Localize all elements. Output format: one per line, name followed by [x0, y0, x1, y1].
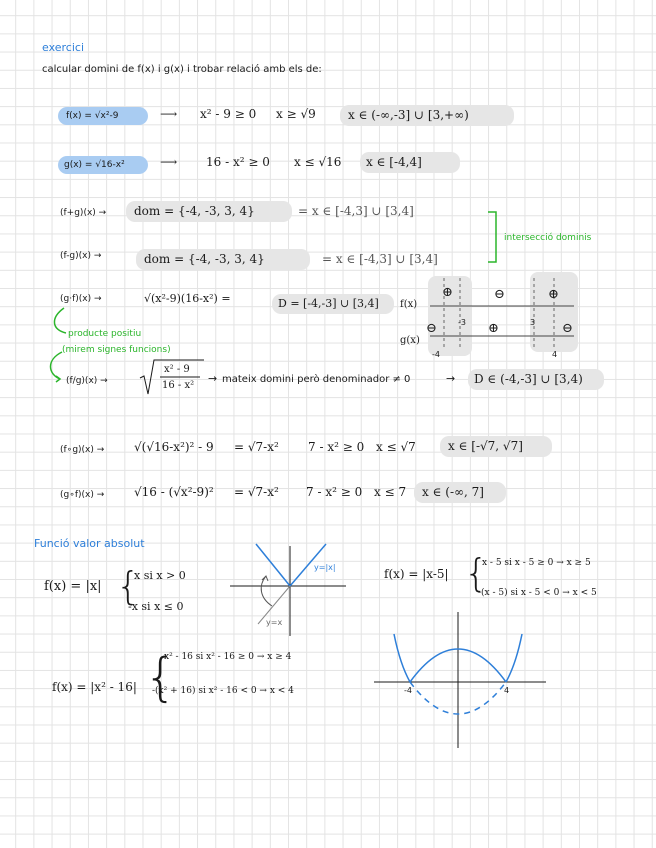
abs-x5-case2: -(x - 5) si x - 5 < 0 → x < 5 — [478, 588, 597, 598]
f-definition: f(x) = √x²-9 — [66, 111, 119, 121]
abs-x-case1: x si x > 0 — [134, 569, 186, 582]
quotient-arrow-2: → — [446, 372, 456, 385]
section-title: exercici — [42, 41, 85, 54]
compose-fg-expr: √(√16-x²)² - 9 — [134, 440, 214, 454]
g-definition: g(x) = √16-x² — [64, 160, 125, 170]
compose-fg-label: (f∘g)(x) → — [60, 445, 105, 455]
abs-x-name: f(x) = |x| — [44, 579, 102, 594]
quotient-text: mateix domini però denominador ≠ 0 — [222, 374, 411, 385]
sign-f-2: ⊖ — [494, 287, 505, 302]
signs-note: (mirem signes funcions) — [62, 345, 171, 355]
f-inequality: x² - 9 ≥ 0 — [200, 107, 257, 121]
tick-4: 4 — [552, 350, 558, 359]
abs-x216-tick-left: -4 — [404, 686, 412, 695]
sum-label: (f+g)(x) → — [60, 208, 107, 218]
compose-gf-eq: = √7-x² — [234, 485, 279, 499]
g-arrow: ⟶ — [160, 155, 178, 169]
f-domain: x ∈ (-∞,-3] ∪ [3,+∞) — [348, 108, 469, 122]
sign-f-3: ⊕ — [548, 287, 559, 302]
diff-dom: dom = {-4, -3, 3, 4} — [144, 252, 265, 266]
intersection-note: intersecció dominis — [504, 233, 592, 243]
abs-section-title: Funció valor absolut — [34, 537, 145, 550]
tick-minus3: -3 — [458, 318, 466, 327]
diff-label: (f-g)(x) → — [60, 251, 102, 261]
sign-f-1: ⊕ — [442, 285, 453, 300]
abs-x-brace: { — [116, 564, 141, 608]
compose-gf-expr: √16 - (√x²-9)² — [134, 485, 214, 499]
abs-x216-case2: -(x² + 16) si x² - 16 < 0 → x < 4 — [152, 686, 294, 696]
product-expr: √(x²-9)(16-x²) = — [144, 292, 231, 305]
abs-x216-tick-right: 4 — [504, 686, 510, 695]
g-inequality: 16 - x² ≥ 0 — [206, 155, 270, 169]
quotient-domain: D ∈ (-4,-3] ∪ [3,4) — [474, 372, 583, 386]
compose-fg-solve: x ≤ √7 — [376, 440, 416, 454]
quotient-label: (f/g)(x) → — [66, 376, 108, 386]
compose-fg-ineq: 7 - x² ≥ 0 — [308, 440, 365, 454]
compose-gf-domain: x ∈ (-∞, 7] — [422, 485, 484, 499]
compose-gf-solve: x ≤ 7 — [374, 485, 407, 499]
tick-minus4: -4 — [432, 350, 440, 359]
g-solve: x ≤ √16 — [294, 155, 342, 169]
sum-dom: dom = {-4, -3, 3, 4} — [134, 204, 255, 218]
abs-x5-brace: { — [464, 551, 489, 595]
sign-g-2: ⊕ — [488, 321, 499, 336]
diff-result: = x ∈ [-4,3] ∪ [3,4] — [322, 252, 438, 266]
abs-x-graph-label-neg: y=x — [266, 618, 283, 627]
compose-fg-domain: x ∈ [-√7, √7] — [448, 439, 523, 453]
abs-x5-case1: x - 5 si x - 5 ≥ 0 → x ≥ 5 — [482, 558, 591, 568]
sign-chart-g-label: g(x) — [400, 335, 420, 346]
sum-result: = x ∈ [-4,3] ∪ [3,4] — [298, 204, 414, 218]
quotient-arrow: → — [208, 372, 218, 385]
sign-g-3: ⊖ — [562, 321, 573, 336]
f-arrow: ⟶ — [160, 107, 178, 121]
sign-g-1: ⊖ — [426, 321, 437, 336]
abs-x216-name: f(x) = |x² - 16| — [52, 680, 137, 694]
abs-x5-name: f(x) = |x-5| — [384, 567, 449, 581]
compose-gf-ineq: 7 - x² ≥ 0 — [306, 485, 363, 499]
abs-x216-case1: x² - 16 si x² - 16 ≥ 0 → x ≥ 4 — [164, 652, 292, 662]
tick-3: 3 — [530, 318, 536, 327]
compose-gf-label: (g∘f)(x) → — [60, 490, 105, 500]
abs-x216-brace: { — [144, 648, 178, 708]
g-domain: x ∈ [-4,4] — [366, 155, 422, 169]
sign-chart-f-label: f(x) — [400, 299, 418, 310]
compose-fg-eq: = √7-x² — [234, 440, 279, 454]
f-solve: x ≥ √9 — [276, 107, 316, 121]
product-note: producte positiu — [68, 329, 142, 339]
abs-x-graph-label-pos: y=|x| — [314, 563, 336, 572]
abs-x-case2: -x si x ≤ 0 — [128, 600, 184, 613]
quotient-denominator: 16 - x² — [162, 380, 195, 391]
product-domain: D = [-4,-3] ∪ [3,4] — [278, 297, 379, 310]
product-label: (g·f)(x) → — [60, 294, 102, 304]
quotient-numerator: x² - 9 — [164, 364, 190, 375]
instruction-text: calcular domini de f(x) i g(x) i trobar relació amb els de: — [42, 64, 322, 75]
